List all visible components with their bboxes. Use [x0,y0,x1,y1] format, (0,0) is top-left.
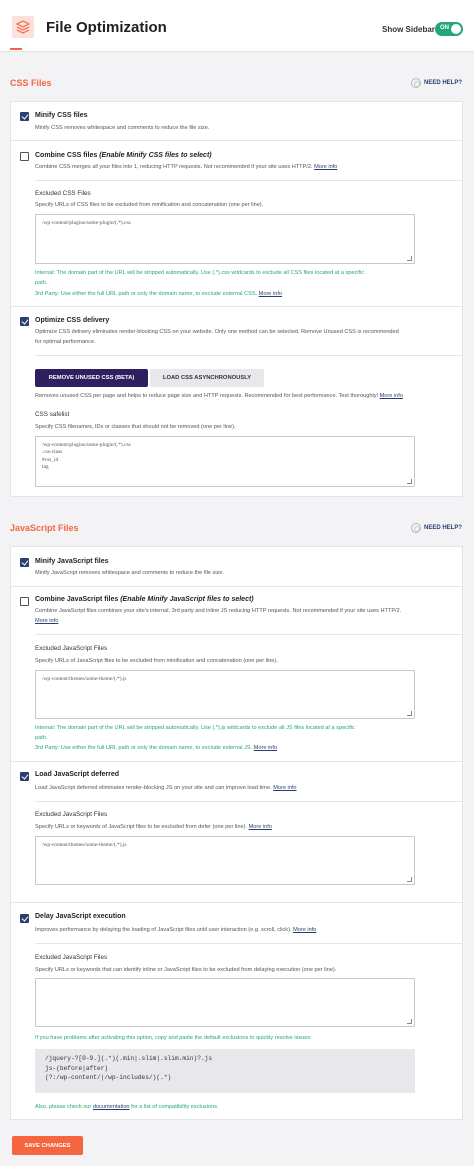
excluded-css-textarea[interactable] [35,214,415,264]
combine-js-more-info-link[interactable]: More info [35,618,59,624]
excluded-css-desc: Specify URLs of CSS files to be excluded from minification and concatenation (one per line). [35,202,264,208]
compatibility-note [35,1103,218,1113]
css-safelist-desc: Specify CSS filenames, IDs or classes that should not be removed (one per line). [35,424,236,430]
excluded-css-note-1: Internal: The domain part of the URL will be stripped automatically. Use (.*).css wildcards to exclude all CSS files located at a specific [35,270,365,276]
combine-css-checkbox[interactable] [20,152,29,161]
compatibility-note-prefix: Also, please check our [35,1104,93,1110]
excluded-js-note-3 [35,744,277,754]
defer-excluded-js-value: /wp-content/themes/some-theme/(.*).js [42,842,127,848]
delay-excluded-js-textarea[interactable] [35,978,415,1027]
combine-js-label [35,596,254,603]
excluded-js-textarea[interactable] [35,670,415,719]
load-css-async-button[interactable]: LOAD CSS ASYNCHRONOUSLY [150,369,264,387]
excluded-js-note-1: Internal: The domain part of the URL will be stripped automatically. Use (.*).js wildcards to exclude all JS files located at a specific [35,725,355,731]
excluded-css-note-2: path. [35,280,48,286]
optimize-css-delivery-desc-2: for optimal performance. [35,339,96,345]
defer-excluded-more-info-link[interactable]: More info [248,824,272,830]
defer-js-desc-text: Load JavaScript deferred eliminates render-blocking JS on your site and can improve load time. [35,785,272,791]
minify-js-desc: Minify JavaScript removes whitespace and comments to reduce the file size. [35,570,225,576]
page-header [0,0,474,52]
divider [35,180,462,181]
minify-js-label: Minify JavaScript files [35,558,109,565]
defer-excluded-js-desc [35,823,272,833]
combine-js-label-note: (Enable Minify JavaScript files to select) [120,596,254,603]
excluded-css-note-3 [35,290,282,300]
combine-js-label-main: Combine JavaScript files [35,596,121,603]
need-help-label: NEED HELP? [424,80,463,86]
css-safelist-textarea[interactable] [35,436,415,487]
excluded-css-label: Excluded CSS Files [35,190,91,197]
divider [35,943,462,944]
show-sidebar-label: Show Sidebar [382,25,435,34]
delay-js-label: Delay JavaScript execution [35,913,126,920]
divider [35,355,462,356]
delay-excluded-js-label: Excluded JavaScript Files [35,954,108,961]
combine-css-label [35,152,212,159]
delay-js-desc-text: Improves performance by delaying the loading of JavaScript files until user interaction (e.g. scroll, click). [35,927,292,933]
defer-excluded-js-label: Excluded JavaScript Files [35,811,108,818]
combine-css-desc [35,163,337,173]
page-title: File Optimization [46,19,167,36]
combine-js-checkbox[interactable] [20,597,29,606]
combine-css-desc-text: Combine CSS merges all your files into 1, reducing HTTP requests. Not recommended if your site uses HTTP/2. [35,164,313,170]
excluded-css-more-info-link[interactable]: More info [258,291,282,297]
js-need-help-link[interactable] [411,523,462,533]
combine-js-more-info-row [35,617,58,627]
css-safelist-label: CSS safelist [35,411,70,418]
compatibility-note-suffix: for a list of compatibility exclusions. [129,1104,219,1110]
default-exclusions-code: /jquery-?[0-9.](.*)(.min|.slim|.slim.min)?.js js-(before|after) (?:/wp-content/|/wp-includes/)(.*) [45,1055,213,1081]
minify-css-label: Minify CSS files [35,112,88,119]
divider [35,634,462,635]
combine-css-label-note: (Enable Minify CSS files to select) [99,152,212,159]
optimize-css-delivery-label: Optimize CSS delivery [35,317,110,324]
optimize-css-delivery-checkbox[interactable] [20,317,29,326]
divider [11,306,462,307]
resize-grip[interactable] [407,711,412,716]
toggle-state-label: ON [440,25,449,31]
resize-grip[interactable] [407,256,412,261]
help-icon [411,523,421,533]
delay-problems-note: If you have problems after activating this option, copy and paste the default exclusions to quickly resolve issues: [35,1035,312,1041]
title-underline [10,48,22,50]
rucss-more-info-link[interactable]: More info [379,393,403,399]
combine-js-desc: Combine JavaScript files combines your site's internal, 3rd party and inline JS reducing HTTP requests. Not recommended if your site uses HTTP/2. [35,608,402,614]
excluded-js-label: Excluded JavaScript Files [35,645,108,652]
toggle-knob [451,24,461,34]
divider [11,586,462,587]
defer-js-checkbox[interactable] [20,772,29,781]
combine-css-label-main: Combine CSS files [35,152,100,159]
defer-excluded-js-desc-text: Specify URLs or keywords of JavaScript files to be excluded from defer (one per line). [35,824,248,830]
excluded-js-more-info-link[interactable]: More info [253,745,278,751]
resize-grip[interactable] [407,877,412,882]
excluded-js-note-2: path. [35,735,48,741]
divider [11,140,462,141]
delay-js-more-info-link[interactable]: More info [293,927,317,933]
js-section-title: JavaScript Files [10,523,79,533]
defer-js-label: Load JavaScript deferred [35,771,120,778]
documentation-link[interactable]: documentation [92,1104,130,1110]
excluded-css-note-3-text: 3rd Party: Use either the full URL path or only the domain name, to exclude external CSS. [35,291,258,297]
css-need-help-link[interactable] [411,78,462,88]
divider [11,902,462,903]
resize-grip[interactable] [407,1019,412,1024]
default-exclusions-box[interactable] [35,1049,415,1093]
layers-icon [12,16,34,38]
defer-js-desc [35,784,297,794]
css-section-title: CSS Files [10,78,52,88]
divider [35,801,462,802]
delay-js-checkbox[interactable] [20,914,29,923]
minify-js-checkbox[interactable] [20,558,29,567]
css-safelist-value: /wp-content/plugins/some-plugin/(.*).css .css-class #css_id tag [42,442,131,470]
excluded-js-desc: Specify URLs of JavaScript files to be excluded from minification and concatenation (one per line). [35,658,278,664]
save-changes-button[interactable]: SAVE CHANGES [12,1136,83,1155]
show-sidebar-toggle[interactable] [435,22,463,36]
excluded-js-value: /wp-content/themes/some-theme/(.*).js [42,676,127,682]
rucss-desc-text: Removes unused CSS per page and helps to reduce page size and HTTP requests. Recommended for best performance. Test thoroughly! [35,393,379,399]
minify-css-checkbox[interactable] [20,112,29,121]
need-help-label: NEED HELP? [424,525,463,531]
defer-js-more-info-link[interactable]: More info [273,785,297,791]
delay-excluded-js-desc: Specify URLs or keywords that can identify inline or JavaScript files to be excluded from delaying execution (one per line). [35,967,337,973]
rucss-desc [35,392,403,402]
optimize-css-delivery-desc-1: Optimize CSS delivery eliminates render-blocking CSS on your website. Only one method can be selected. Remove Unused CSS is recommended [35,329,399,335]
excluded-js-note-3-text: 3rd Party: Use either the full URL path or only the domain name, to exclude external JS. [35,745,253,751]
minify-css-desc: Minify CSS removes whitespace and comments to reduce the file size. [35,125,210,131]
delay-js-desc [35,926,316,936]
resize-grip[interactable] [407,479,412,484]
remove-unused-css-button[interactable]: REMOVE UNUSED CSS (BETA) [35,369,148,387]
excluded-css-value: /wp-content/plugins/some-plugin/(.*).css [42,220,131,226]
divider [11,761,462,762]
help-icon [411,78,421,88]
defer-excluded-js-textarea[interactable] [35,836,415,885]
combine-css-more-info-link[interactable]: More info [314,164,338,170]
